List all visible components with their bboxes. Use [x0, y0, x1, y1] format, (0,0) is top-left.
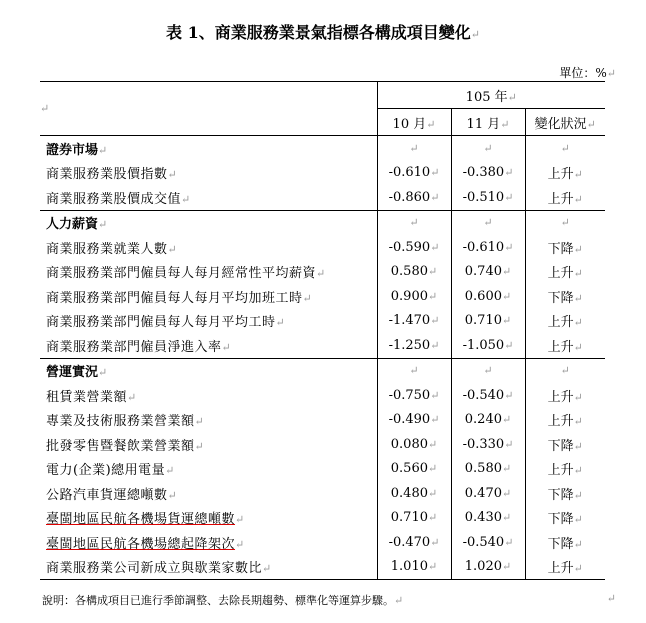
section-row — [40, 358, 605, 383]
table-row — [40, 161, 605, 186]
row-label: 電力(企業)總用電量↵ — [46, 463, 175, 479]
row-label: 商業服務業股價成交值↵ — [46, 191, 191, 207]
empty-cell: ↵ — [525, 358, 605, 383]
change-status: 上升↵ — [525, 309, 605, 334]
value-oct: 0.580↵ — [377, 260, 451, 285]
value-oct: -0.610↵ — [377, 161, 451, 186]
row-label: 商業服務業部門僱員每人每月經常性平均薪資↵ — [46, 266, 326, 282]
section-heading: 人力薪資↵ — [46, 217, 108, 233]
value-nov: 0.710↵ — [451, 309, 525, 334]
value-oct: -0.860↵ — [377, 185, 451, 210]
value-oct: -1.250↵ — [377, 333, 451, 358]
value-oct: -1.470↵ — [377, 309, 451, 334]
row-label: 租賃業營業額↵ — [46, 389, 137, 405]
row-label: 商業服務業就業人數↵ — [46, 241, 178, 257]
table-title: 表 1、商業服務業景氣指標各構成項目變化↵ — [166, 23, 480, 42]
row-label: 批發零售暨餐飲業營業額↵ — [46, 438, 205, 454]
value-nov: 0.580↵ — [451, 457, 525, 482]
table-row — [40, 309, 605, 334]
table-row — [40, 260, 605, 285]
empty-cell: ↵ — [451, 358, 525, 383]
table-row — [40, 530, 605, 555]
value-nov: 0.740↵ — [451, 260, 525, 285]
value-nov: -1.050↵ — [451, 333, 525, 358]
empty-cell: ↵ — [377, 358, 451, 383]
row-label: 商業服務業股價指數↵ — [46, 167, 178, 183]
header-month-10: 10 月↵ — [377, 109, 451, 136]
value-oct: 0.480↵ — [377, 481, 451, 506]
change-status: 上升↵ — [525, 408, 605, 433]
empty-cell: ↵ — [451, 136, 525, 161]
value-nov: 0.600↵ — [451, 284, 525, 309]
row-label: 商業服務業部門僱員淨進入率↵ — [46, 339, 232, 355]
change-status: 上升↵ — [525, 383, 605, 408]
header-month-11: 11 月↵ — [451, 109, 525, 136]
row-label: 專業及技術服務業營業額↵ — [46, 414, 205, 430]
table-row — [40, 457, 605, 482]
table-row — [40, 284, 605, 309]
change-status: 上升↵ — [525, 260, 605, 285]
change-status: 下降↵ — [525, 432, 605, 457]
table-row — [40, 555, 605, 580]
value-nov: -0.610↵ — [451, 235, 525, 260]
header-year: 105 年↵ — [377, 82, 605, 109]
change-status: 上升↵ — [525, 185, 605, 210]
table-row — [40, 383, 605, 408]
value-oct: 0.710↵ — [377, 506, 451, 531]
value-nov: 0.430↵ — [451, 506, 525, 531]
table-row — [40, 333, 605, 358]
change-status: 下降↵ — [525, 235, 605, 260]
empty-cell: ↵ — [525, 136, 605, 161]
change-status: 下降↵ — [525, 530, 605, 555]
value-nov: 0.470↵ — [451, 481, 525, 506]
row-label: 臺閩地區民航各機場貨運總噸數↵ — [46, 512, 245, 528]
value-oct: -0.590↵ — [377, 235, 451, 260]
table-row — [40, 481, 605, 506]
value-oct: -0.470↵ — [377, 530, 451, 555]
change-status: 上升↵ — [525, 457, 605, 482]
row-label: 臺閩地區民航各機場總起降架次↵ — [46, 536, 245, 552]
change-status: 下降↵ — [525, 481, 605, 506]
footnote: 說明：各構成項目已進行季節調整、去除長期趨勢、標準化等運算步驟。↵ — [42, 594, 404, 607]
section-heading: 營運實況↵ — [46, 365, 108, 381]
row-label: 商業服務業部門僱員每人每月平均工時↵ — [46, 315, 286, 331]
value-nov: -0.380↵ — [451, 161, 525, 186]
table-row — [40, 432, 605, 457]
indicator-table — [40, 81, 605, 580]
value-oct: 0.900↵ — [377, 284, 451, 309]
unit-label: 單位：%↵ — [559, 66, 616, 80]
value-nov: -0.330↵ — [451, 432, 525, 457]
empty-cell: ↵ — [451, 210, 525, 235]
change-status: 上升↵ — [525, 555, 605, 580]
table-row — [40, 185, 605, 210]
table-row — [40, 408, 605, 433]
value-oct: -0.750↵ — [377, 383, 451, 408]
header-change: 變化狀況↵ — [525, 109, 605, 136]
section-heading: 證券市場↵ — [46, 142, 108, 158]
section-row — [40, 210, 605, 235]
empty-cell: ↵ — [377, 210, 451, 235]
table-row — [40, 235, 605, 260]
value-oct: 1.010↵ — [377, 555, 451, 580]
row-label: 商業服務業公司新成立與歇業家數比↵ — [46, 561, 272, 577]
value-nov: 1.020↵ — [451, 555, 525, 580]
table-row — [40, 506, 605, 531]
section-row — [40, 136, 605, 161]
value-nov: -0.540↵ — [451, 383, 525, 408]
value-oct: 0.080↵ — [377, 432, 451, 457]
change-status: 下降↵ — [525, 284, 605, 309]
row-label: 商業服務業部門僱員每人每月平均加班工時↵ — [46, 290, 313, 306]
empty-cell: ↵ — [377, 136, 451, 161]
change-status: 上升↵ — [525, 161, 605, 186]
value-oct: -0.490↵ — [377, 408, 451, 433]
empty-cell: ↵ — [525, 210, 605, 235]
value-nov: -0.540↵ — [451, 530, 525, 555]
value-oct: 0.560↵ — [377, 457, 451, 482]
change-status: 下降↵ — [525, 506, 605, 531]
header-blank-cell: ↵ — [40, 82, 377, 136]
change-status: 上升↵ — [525, 333, 605, 358]
footnote-end-mark: ↵ — [606, 592, 616, 605]
value-nov: -0.510↵ — [451, 185, 525, 210]
row-label: 公路汽車貨運總噸數↵ — [46, 487, 178, 503]
value-nov: 0.240↵ — [451, 408, 525, 433]
